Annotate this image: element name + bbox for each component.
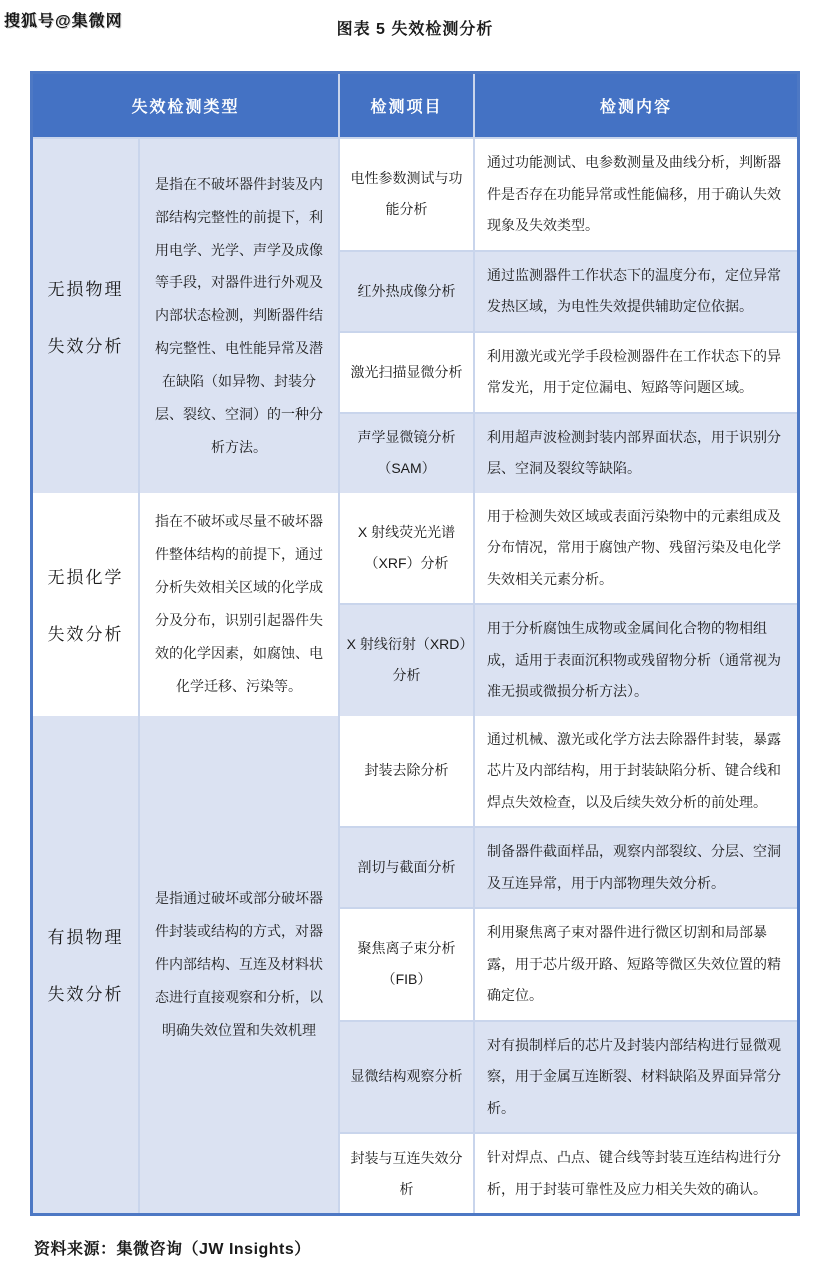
detection-item-cell: 封装去除分析 (340, 716, 473, 827)
detection-content-cell: 对有损制样后的芯片及封装内部结构进行显微观察，用于金属互连断裂、材料缺陷及界面异常分析。 (475, 1022, 797, 1133)
detection-content-cell: 通过监测器件工作状态下的温度分布，定位异常发热区域，为电性失效提供辅助定位依据。 (475, 252, 797, 331)
detection-content-cell: 利用超声波检测封装内部界面状态，用于识别分层、空洞及裂纹等缺陷。 (475, 414, 797, 493)
failure-type-cell (33, 716, 138, 1214)
failure-type-description: 指在不破坏或尽量不破坏器件整体结构的前提下，通过分析失效相关区域的化学成分及分布，识别引起器件失效的化学因素，如腐蚀、电化学迁移、污染等。 (140, 493, 338, 716)
failure-type-line: 失效分析 (47, 985, 124, 1005)
failure-type-description: 是指在不破坏器件封装及内部结构完整性的前提下，利用电学、光学、声学及成像等手段，对器件进行外观及内部状态检测，判断器件结构完整性、电性能异常及潜在缺陷（如异物、封装分层、裂纹、空洞）的一种分析方法。 (140, 139, 338, 493)
detection-item-cell: 封装与互连失效分析 (340, 1134, 473, 1213)
table-group (33, 493, 797, 716)
failure-type-line: 失效分析 (47, 336, 124, 356)
detection-content-cell: 用于检测失效区域或表面污染物中的元素组成及分布情况，常用于腐蚀产物、残留污染及电化学失效相关元素分析。 (475, 493, 797, 604)
column-header-detection-item: 检测项目 (340, 74, 473, 137)
detection-content-cell: 针对焊点、凸点、键合线等封装互连结构进行分析，用于封装可靠性及应力相关失效的确认。 (475, 1134, 797, 1213)
failure-type-line: 有损物理 (47, 928, 124, 948)
failure-detection-table (30, 71, 800, 1216)
failure-type-line: 无损化学 (47, 568, 124, 587)
table-body (33, 139, 797, 1213)
source-note: 资料来源：集微咨询（JW Insights） (34, 1241, 311, 1258)
detection-item-cell: 聚焦离子束分析（FIB） (340, 909, 473, 1020)
detection-content-cell: 用于分析腐蚀生成物或金属间化合物的物相组成，适用于表面沉积物或残留物分析（通常视为准无损或微损分析方法）。 (475, 605, 797, 716)
figure-title: 图表 5 失效检测分析 (336, 21, 494, 38)
detection-content-cell: 制备器件截面样品，观察内部裂纹、分层、空洞及互连异常，用于内部物理失效分析。 (475, 828, 797, 907)
failure-type-cell (33, 493, 138, 716)
failure-type-cell (33, 139, 138, 493)
table-group (33, 716, 797, 1214)
detection-content-cell: 通过功能测试、电参数测量及曲线分析，判断器件是否存在功能异常或性能偏移，用于确认失效现象及失效类型。 (475, 139, 797, 250)
table-header-row (33, 74, 797, 137)
detection-item-cell: 电性参数测试与功能分析 (340, 139, 473, 250)
detection-content-cell: 利用激光或光学手段检测器件在工作状态下的异常发光，用于定位漏电、短路等问题区域。 (475, 333, 797, 412)
failure-type-description: 是指通过破坏或部分破坏器件封装或结构的方式，对器件内部结构、互连及材料状态进行直接观察和分析，以明确失效位置和失效机理 (140, 716, 338, 1214)
failure-type-line: 失效分析 (47, 625, 124, 644)
detection-item-cell: 声学显微镜分析（SAM） (340, 414, 473, 493)
sohu-watermark: 搜狐号@集微网 (4, 13, 123, 30)
failure-type-line: 无损物理 (47, 279, 124, 299)
detection-item-cell: X 射线荧光光谱（XRF）分析 (340, 493, 473, 604)
column-header-failure-type: 失效检测类型 (33, 74, 338, 137)
detection-item-cell: 激光扫描显微分析 (340, 333, 473, 412)
table-group (33, 139, 797, 493)
detection-item-cell: X 射线衍射（XRD）分析 (340, 605, 473, 716)
detection-content-cell: 利用聚焦离子束对器件进行微区切割和局部暴露，用于芯片级开路、短路等微区失效位置的精确定位。 (475, 909, 797, 1020)
detection-item-cell: 剖切与截面分析 (340, 828, 473, 907)
column-header-detection-content: 检测内容 (475, 74, 797, 137)
detection-content-cell: 通过机械、激光或化学方法去除器件封装，暴露芯片及内部结构，用于封装缺陷分析、键合线和焊点失效检查，以及后续失效分析的前处理。 (475, 716, 797, 827)
detection-item-cell: 显微结构观察分析 (340, 1022, 473, 1133)
detection-item-cell: 红外热成像分析 (340, 252, 473, 331)
